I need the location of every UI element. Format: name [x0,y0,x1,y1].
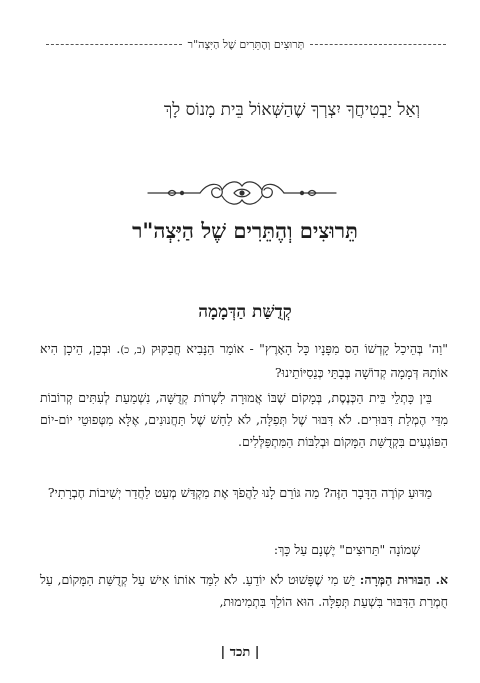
page-number: | תכד | [220,645,260,660]
paragraph-2: בֵּין כָּתְלֵי בֵּית הַכְּנֶסֶת, בְּמָקוֹם שֶׁבּוֹ אֲמוּרָה לִשְׁרוֹת קְדֻשָּׁה, נִשְׁמַעַת לְעִתִּים קְרוֹבוֹת מִדֵּי הֶמְלַת דִּבּוּרִים. לֹא דִּבּוּר שֶׁל תְּפִלָּה, לֹא לַחַשׁ שֶׁל תַּחֲנוּנִים, אֶלָּא מִטְּפוּטֵי יוֹם-יוֹם הַפּוֹגְעִים בִּקְדֻשַּׁת הַמָּקוֹם וּבְלִבּוֹת הַמִּתְפַּלְּלִים. [40,390,448,449]
paragraph-3: מַדּוּעַ קוֹרֶה הַדָּבָר הַזֶּה? מַה גּוֹרֵם לָנוּ לַהֲפֹךְ אֶת מִקְדַּשׁ מְעַט לַחֲדַר יְשִׁיבוֹת חֶבְרָתִי? [47,485,432,500]
header-rule-right [310,44,446,45]
chapter-title: תֵּרוּצִים וְהֶתֵּרִים שֶׁל הַיִּצְה"ר [132,218,358,243]
section-title: קְדֻשַּׁת הַדְּמָמָה [198,302,292,322]
quote-text: "וַה' בְּהֵיכַל קָדְשׁוֹ הַס מִפָּנָיו כָּל הָאָרֶץ" - אוֹמֵר הַנָּבִיא חֲבַקּוּק [151,341,448,356]
paragraph-1-rest: . וּבְכֵן, הֵיכָן הִיא אוֹתָהּ דְּמָמָה קְדוֹשָׁה בְּבָתֵּי כְּנֵסִיּוֹתֵינוּ? [40,341,448,380]
paragraph-5 [40,569,448,613]
header-rule-left [46,44,182,45]
excuse-label: א. הַבּוּרוּת הַמְּרָה: [359,572,448,587]
epigraph: וְאַל יַבְטִיחֲךָ יִצְרְךָ שֶׁהַשְּׁאוֹל בֵּית מָנוֹס לָךְ [163,100,420,120]
paragraph-1 [40,338,448,384]
verse-reference: (ב, כ) [120,345,146,356]
excuse-text: יֵשׁ מִי שֶׁפָּשׁוּט לֹא יוֹדֵעַ. לֹא לִמֵּד אוֹתוֹ אִישׁ עַל קְדֻשַּׁת הַמָּקוֹם, עַל חֻמְרַת הַדִּבּוּר בִּשְׁעַת תְּפִלָּה. הוּא הוֹלֵךְ בִּתְמִימוּת, [40,572,448,609]
running-header [46,38,446,51]
ornament-divider [142,176,342,210]
paragraph-4: שְׁמוֹנָה "תֵּרוּצִים" יֶשְׁנָם עַל כָּךְ: [273,542,420,557]
running-header-title: תְּרוּצִים וְהֶתֵּרִים שֶׁל הַיִּצְה"ר [187,38,305,51]
